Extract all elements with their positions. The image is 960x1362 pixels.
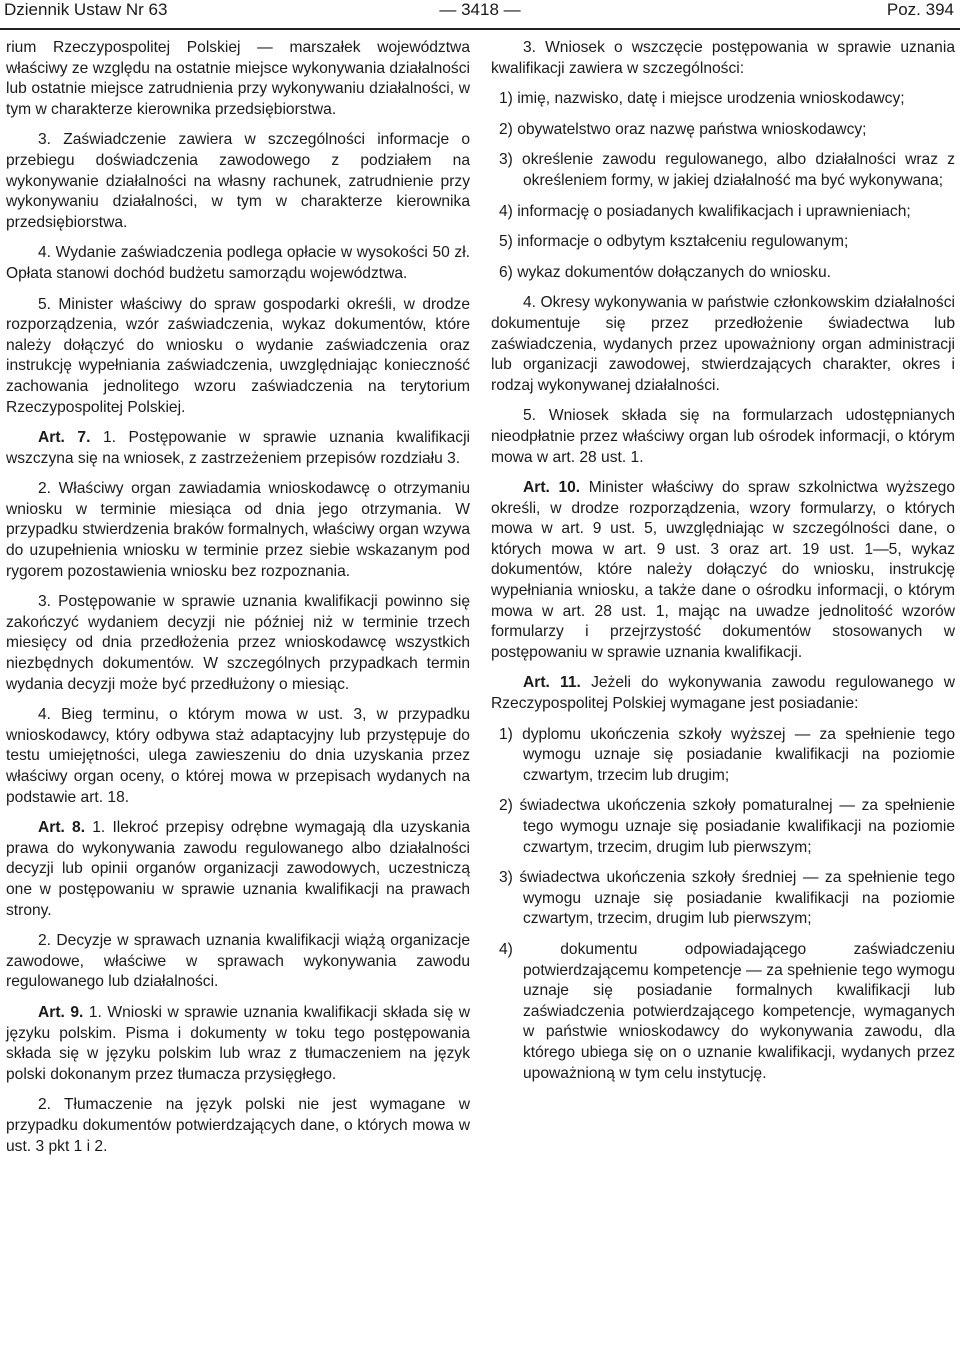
article-number: Art. 8. xyxy=(38,819,86,837)
page-header xyxy=(0,0,960,30)
list-item: 6) wykaz dokumentów dołączanych do wniosku. xyxy=(499,263,831,281)
paragraph: 3. Zaświadczenie zawiera w szczególności informacje o przebiegu doświadczenia zawodowego z podziałem na wykonywanie działalności na własny rachunek, zatrudnienie przy wykonywaniu działalności, w tym w charakterze kierownika przedsiębiorstwa. xyxy=(6,131,470,231)
list-item: 2) obywatelstwo oraz nazwę państwa wnioskodawcy; xyxy=(499,120,867,138)
paragraph: 2. Decyzje w sprawach uznania kwalifikacji wiążą organizacje zawodowe, właściwe w sprawach wykonywania zawodu regulowanego lub działalności. xyxy=(6,932,470,991)
article-text: Jeżeli do wykonywania zawodu regulowanego w Rzeczypospolitej Polskiej wymagane jest posiadanie: xyxy=(491,674,955,713)
paragraph: 2. Tłumaczenie na język polski nie jest wymagane w przypadku dokumentów potwierdzających dane, o których mowa w ust. 3 pkt 1 i 2. xyxy=(6,1096,470,1155)
list-item: 5) informacje o odbytym kształceniu regulowanym; xyxy=(499,233,849,251)
paragraph: 4. Okresy wykonywania w państwie członkowskim działalności dokumentuje się przez przedłożenie świadectwa lub zaświadczenia, wydanych przez upoważniony organ administracji lub organizacji zawodowej, stwierdzających charakter, okres i rodzaj wykonywanej działalności. xyxy=(491,294,955,394)
position-number: Poz. 394 xyxy=(886,0,954,19)
paragraph: 4. Bieg terminu, o którym mowa w ust. 3, w przypadku wnioskodawcy, który odbywa staż adaptacyjny lub przystępuje do testu umiejętności, ulega zawieszeniu do dnia uzyskania przez właściwy organ oceny, o której mowa w przepisach wydanych na podstawie art. 18. xyxy=(6,706,470,806)
article-number: Art. 11. xyxy=(523,674,581,692)
paragraph: 2. Właściwy organ zawiadamia wnioskodawcę o otrzymaniu wniosku w terminie miesiąca od dnia jego otrzymania. W przypadku stwierdzenia braków formalnych, właściwy organ wzywa do uzupełnienia wniosku w terminie przez siebie wskazanym pod rygorem pozostawienia wniosku bez rozpoznania. xyxy=(6,480,470,580)
paragraph: 5. Minister właściwy do spraw gospodarki określi, w drodze rozporządzenia, wzór zaświadczenia, wykaz dokumentów, które należy dołączyć do wniosku o wydanie zaświadczenia oraz instrukcję wypełniania zaświadczenia, uwzględniając konieczność zachowania jednolitego wzoru zaświadczenia na terytorium Rzeczypospolitej Polskiej. xyxy=(6,295,470,416)
article-paragraph xyxy=(6,1003,470,1085)
paragraph: 4. Wydanie zaświadczenia podlega opłacie w wysokości 50 zł. Opłata stanowi dochód budżetu samorządu województwa. xyxy=(6,244,470,282)
paragraph: 5. Wniosek składa się na formularzach udostępnianych nieodpłatnie przez właściwy organ lub ośrodek informacji, o którym mowa w art. 28 ust. 1. xyxy=(491,407,955,466)
article-paragraph xyxy=(6,428,470,469)
list-item: 3) świadectwa ukończenia szkoły średniej — za spełnienie tego wymogu uznaje się posiadanie kwalifikacji na poziomie czwartym, trzecim, drugim lub pierwszym; xyxy=(499,869,955,928)
article-text: 1. Postępowanie w sprawie uznania kwalifikacji wszczyna się na wniosek, z zastrzeżeniem przepisów rozdziału 3. xyxy=(6,429,470,467)
paragraph: 3. Postępowanie w sprawie uznania kwalifikacji powinno się zakończyć wydaniem decyzji nie później niż w terminie trzech miesięcy od dnia przedłożenia przez wnioskodawcę wszystkich niezbędnych dokumentów. W szczególnych przypadkach termin wydania decyzji może być przedłużony o miesiąc. xyxy=(6,593,470,693)
paragraph: rium Rzeczypospolitej Polskiej — marszałek województwa właściwy ze względu na ostatnie miejsce wykonywania działalności lub ostatnie miejsce zatrudnienia przy wykonywaniu działalności, w tym w charakterze kierownika przedsiębiorstwa. xyxy=(6,39,470,118)
list-item: 2) świadectwa ukończenia szkoły pomaturalnej — za spełnienie tego wymogu uznaje się posiadanie kwalifikacji na poziomie czwartym, trzecim, drugim lub pierwszym; xyxy=(499,797,955,856)
list-item: 3) określenie zawodu regulowanego, albo działalności wraz z określeniem formy, w jakiej działalność ma być wykonywana; xyxy=(499,151,955,189)
article-number: Art. 10. xyxy=(523,479,581,497)
article-number: Art. 9. xyxy=(38,1003,84,1021)
list-item: 4) dokumentu odpowiadającego zaświadczeniu potwierdzającemu kompetencje — za spełnienie tego wymogu uznaje się posiadanie formalnych kwalifikacji lub zaświadczenia potwierdzającego kompetencje, wymaganych w państwie wnioskodawcy do wykonywania zawodu, dla którego ubiega się on o uznanie kwalifikacji, wydanych przez upoważnioną w tym celu instytucję. xyxy=(499,940,955,1082)
article-text: Minister właściwy do spraw szkolnictwa wyższego określi, w drodze rozporządzenia, wzory formularzy, o których mowa w art. 9 ust. 5, uwzględniając w szczególności dane, o których mowa w art. 9 ust. 3 oraz art. 19 ust. 1—5, wykaz dokumentów, które należy dołączyć do wniosku, instrukcję wypełniania wniosku, a także dane o ośrodku informacji, o którym mowa w art. 28 ust. 1, mając na uwadze jednolitość wzorów formularzy i przejrzystość dokumentów stosowanych w postępowaniu w sprawie uznania kwalifikacji. xyxy=(491,479,955,661)
list-item: 4) informację o posiadanych kwalifikacjach i uprawnieniach; xyxy=(499,202,911,220)
article-text: 1. Wnioski w sprawie uznania kwalifikacji składa się w języku polskim. Pisma i dokumenty w toku tego postępowania składa się w języku polskim lub wraz z tłumaczeniem na język polski dokonanym przez tłumacza przysięgłego. xyxy=(6,1003,471,1083)
journal-title: Dziennik Ustaw Nr 63 xyxy=(4,0,168,19)
list-item: 1) imię, nazwisko, datę i miejsce urodzenia wnioskodawcy; xyxy=(499,90,905,108)
list-item: 1) dyplomu ukończenia szkoły wyższej — za spełnienie tego wymogu uznaje się posiadanie kwalifikacji na poziomie czwartym, trzecim lub drugim; xyxy=(499,725,955,784)
left-column xyxy=(6,38,470,1167)
page-number: — 3418 — xyxy=(439,0,521,19)
article-paragraph xyxy=(6,818,470,921)
article-paragraph xyxy=(491,673,955,714)
article-paragraph xyxy=(491,478,955,663)
right-column xyxy=(491,38,955,1094)
paragraph: 3. Wniosek o wszczęcie postępowania w sprawie uznania kwalifikacji zawiera w szczególności: xyxy=(491,39,955,77)
article-text: 1. Ilekroć przepisy odrębne wymagają dla uzyskania prawa do wykonywania zawodu regulowanego albo działalności decyzji lub opinii organów organizacji zawodowych, uczestniczą one w postępowaniu w sprawie uznania kwalifikacji na prawach strony. xyxy=(6,819,470,919)
article-number: Art. 7. xyxy=(38,429,91,447)
